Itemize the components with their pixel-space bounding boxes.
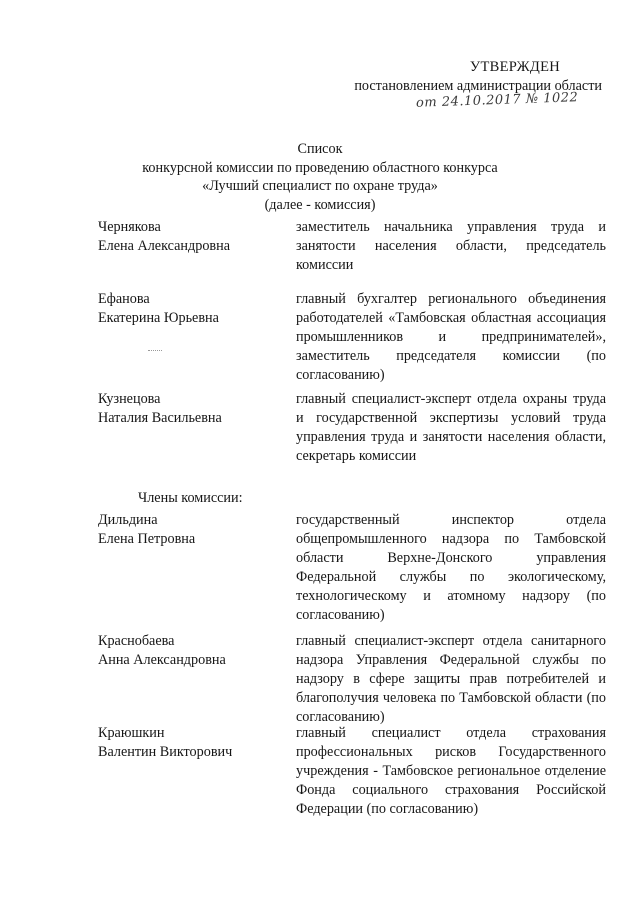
member-role: главный бухгалтер регионального объединения работодателей «Тамбовская областная ассоциация промышленников и предпринимателей», заместитель председателя комиссии (по согласованию) <box>296 291 606 383</box>
scan-artifact <box>148 350 162 353</box>
member-name <box>98 218 288 256</box>
member-surname: Кузнецова <box>98 391 161 407</box>
member-role: главный специалист-эксперт отдела охраны труда и государственной экспертизы условий труда управления труда и занятости населения области, секретарь комиссии <box>296 391 606 464</box>
handwritten-date: от 24.10.2017 № 1022 <box>415 90 579 111</box>
member-given-name: Анна Александровна <box>98 652 226 668</box>
member-surname: Краснобаева <box>98 633 175 649</box>
members-section-label: Члены комиссии: <box>138 490 243 506</box>
member-role: государственный инспектор отдела общепромышленного надзора по Тамбовской области Верхне-Донского управления Федеральной службы по экологическому, технологическому и атомному надзору (по согласованию) <box>296 512 606 623</box>
member-surname: Чернякова <box>98 219 161 235</box>
heading-line: «Лучший специалист по охране труда» <box>202 178 438 194</box>
approval-title: УТВЕРЖДЕН <box>469 59 560 75</box>
member-name <box>98 290 288 328</box>
member-given-name: Елена Александровна <box>98 238 230 254</box>
member-surname: Дильдина <box>98 512 158 528</box>
member-role: заместитель начальника управления труда и занятости населения области, председатель комиссии <box>296 219 606 273</box>
heading-line: Список <box>297 141 343 157</box>
approval-line: постановлением администрации области <box>354 78 602 94</box>
member-name <box>98 390 288 428</box>
member-name <box>98 632 288 670</box>
member-surname: Ефанова <box>98 291 150 307</box>
member-given-name: Наталия Васильевна <box>98 410 222 426</box>
member-given-name: Елена Петровна <box>98 531 196 547</box>
member-surname: Краюшкин <box>98 725 165 741</box>
member-role: главный специалист-эксперт отдела санитарного надзора Управления Федеральной службы по надзору в сфере защиты прав потребителей и благополучия человека по Тамбовской области (по согласованию) <box>296 633 606 725</box>
heading-line: конкурсной комиссии по проведению областного конкурса <box>142 159 498 176</box>
member-name <box>98 511 288 549</box>
member-given-name: Валентин Викторович <box>98 744 233 760</box>
heading-line: (далее - комиссия) <box>264 196 376 213</box>
list-heading <box>0 140 640 214</box>
member-role: главный специалист отдела страхования профессиональных рисков Государственного учреждения - Тамбовское региональное отделение Фонда социального страхования Российской Федерации (по согласованию) <box>296 725 606 817</box>
member-name <box>98 724 288 762</box>
member-given-name: Екатерина Юрьевна <box>98 310 219 326</box>
